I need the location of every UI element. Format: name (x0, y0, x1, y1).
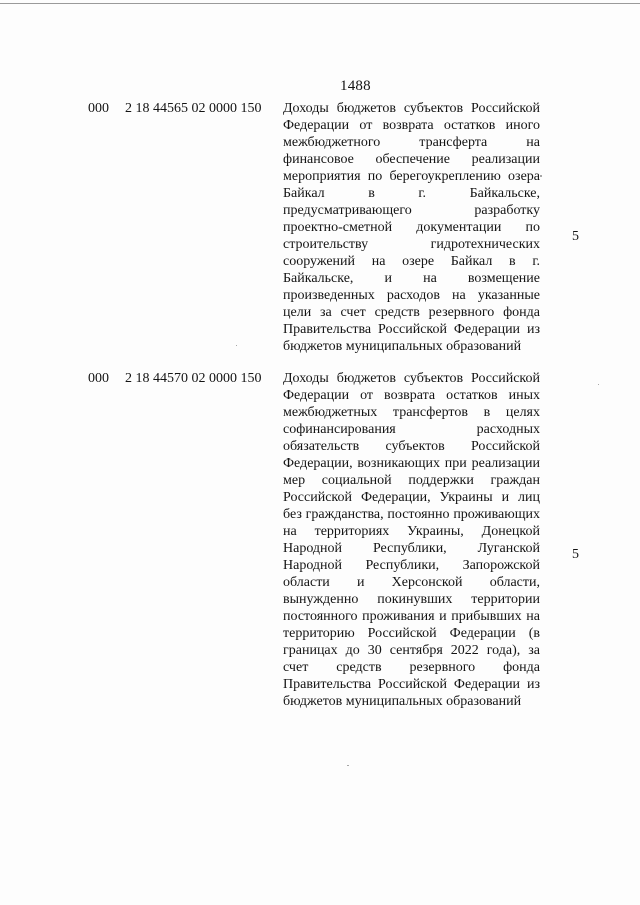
scan-speck (236, 345, 237, 346)
amount-value: 5 (572, 229, 579, 244)
revenue-description: Доходы бюджетов субъектов Российской Федерации от возврата остатков иных межбюджетных трансфертов в целях софинансирования расходных обязательств субъектов Российской Федерации, возникающих при реализации мер социальной поддержки граждан Российской Федерации, Украины и лиц без гражданства, постоянно проживающих на территориях Украины, Донецкой Народной Республики, Луганской Народной Республики, Запорожской области и Херсонской области, вынужденно покинувших территории постоянного проживания и прибывших на территорию Российской Федерации (в границах до 30 сентября 2022 года), за счет средств резервного фонда Правительства Российской Федерации из бюджетов муниципальных образований (283, 371, 540, 709)
scan-speck (598, 384, 599, 385)
top-edge-line (0, 3, 640, 4)
budget-classification-code: 2 18 44570 02 0000 150 (125, 371, 262, 386)
budget-classification-code: 2 18 44565 02 0000 150 (125, 101, 262, 116)
scan-speck (347, 765, 349, 766)
revenue-description: Доходы бюджетов субъектов Российской Федерации от возврата остатков иного межбюджетного трансферта на финансовое обеспечение реализации мероприятия по берегоукреплению озера Байкал в г. Байкальске, предусматривающего разработку проектно-сметной документации по строительству гидротехнических сооружений на озере Байкал в г. Байкальске, и на возмещение произведенных расходов на указанные цели за счет средств резервного фонда Правительства Российской Федерации из бюджетов муниципальных образований (283, 101, 540, 354)
admin-code: 000 (88, 101, 109, 116)
admin-code: 000 (88, 371, 109, 386)
page-number: 1488 (340, 78, 371, 94)
amount-value: 5 (572, 547, 579, 562)
scan-speck (540, 175, 542, 177)
